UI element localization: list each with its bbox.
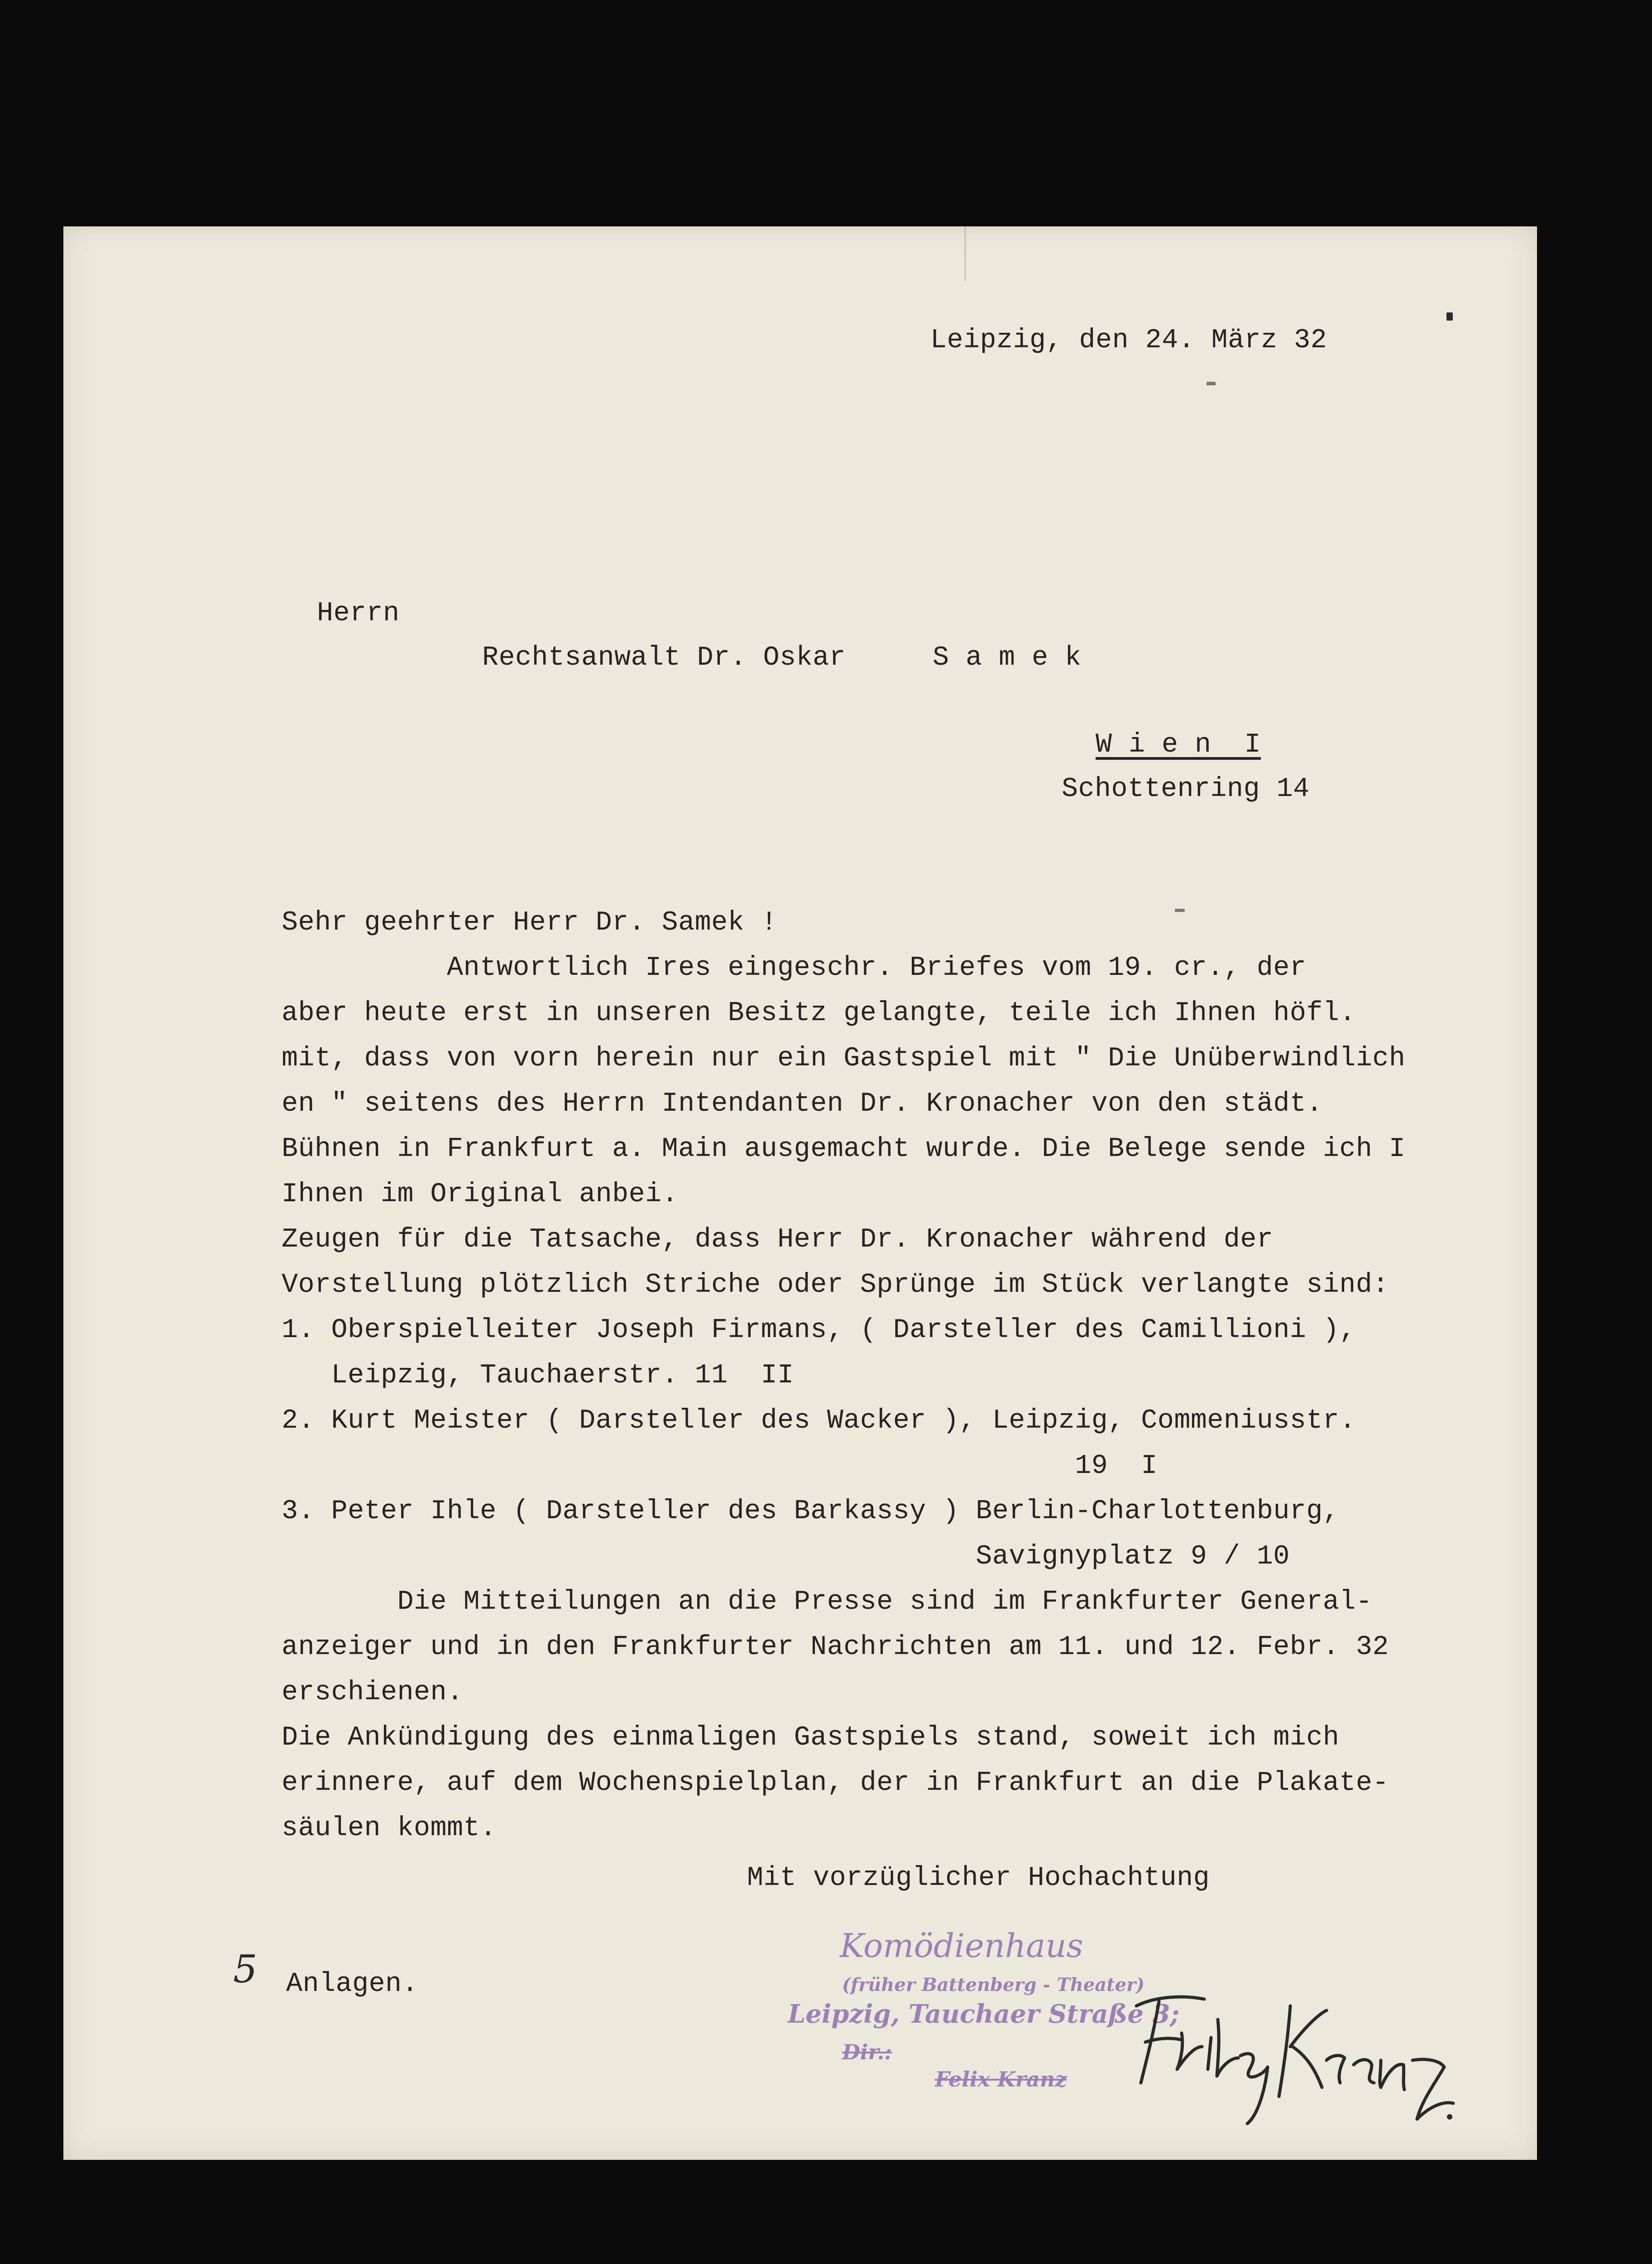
body-line: Zeugen für die Tatsache, dass Herr Dr. Kronacher während der bbox=[282, 1224, 1274, 1255]
ink-speck bbox=[1446, 312, 1453, 321]
body-line: Leipzig, Tauchaerstr. 11 II bbox=[282, 1360, 794, 1391]
closing-line: Mit vorzüglicher Hochachtung bbox=[747, 1863, 1210, 1894]
stamp-name: Felix Kranz bbox=[935, 2067, 1067, 2091]
date-line: Leipzig, den 24. März 32 bbox=[930, 325, 1327, 356]
body-line: Sehr geehrter Herr Dr. Samek ! bbox=[282, 907, 778, 938]
body-line: Antwortlich Ires eingeschr. Briefes vom 19. cr., der bbox=[282, 953, 1307, 983]
letter-body bbox=[282, 900, 1405, 1851]
body-line: mit, dass von vorn herein nur ein Gastspiel mit " Die Unüberwindlich bbox=[282, 1043, 1406, 1074]
paper-fold-mark bbox=[964, 226, 966, 281]
stamp-direction: Dir.: bbox=[842, 2040, 892, 2064]
enclosures-count: 5 bbox=[233, 1947, 258, 1991]
body-line: säulen kommt. bbox=[282, 1813, 497, 1844]
body-line: Vorstellung plötzlich Striche oder Sprünge im Stück verlangte sind: bbox=[282, 1270, 1389, 1300]
recipient-street: Schottenring 14 bbox=[1062, 774, 1310, 805]
stamp-address: Leipzig, Tauchaer Straße 3; bbox=[788, 1999, 1180, 2029]
handwritten-signature bbox=[1127, 1979, 1462, 2128]
body-line: anzeiger und in den Frankfurter Nachrichten am 11. und 12. Febr. 32 bbox=[282, 1632, 1389, 1663]
stamp-title: Komödienhaus bbox=[840, 1927, 1083, 1965]
body-line: Savignyplatz 9 / 10 bbox=[282, 1541, 1290, 1572]
body-line: 3. Peter Ihle ( Darsteller des Barkassy ) Berlin-Charlottenburg, bbox=[282, 1496, 1340, 1527]
body-line: 2. Kurt Meister ( Darsteller des Wacker ), Leipzig, Commeniusstr. bbox=[282, 1405, 1356, 1436]
stamp-subtitle: (früher Battenberg - Theater) bbox=[842, 1974, 1145, 1995]
body-line: erschienen. bbox=[282, 1677, 464, 1708]
body-line: 19 I bbox=[282, 1451, 1158, 1482]
body-line: en " seitens des Herrn Intendanten Dr. Kronacher von den städt. bbox=[282, 1089, 1323, 1119]
body-line: Die Ankündigung des einmaligen Gastspiels stand, soweit ich mich bbox=[282, 1722, 1340, 1753]
body-line: aber heute erst in unseren Besitz gelangte, teile ich Ihnen höfl. bbox=[282, 998, 1356, 1029]
body-line: 1. Oberspielleiter Joseph Firmans, ( Darsteller des Camillioni ), bbox=[282, 1315, 1356, 1346]
recipient-salutation: Herrn bbox=[317, 598, 400, 629]
ink-speck bbox=[1207, 382, 1216, 385]
recipient-name-prefix: Rechtsanwalt Dr. Oskar bbox=[482, 643, 846, 673]
body-line: Ihnen im Original anbei. bbox=[282, 1179, 679, 1210]
recipient-city: W i e n I bbox=[1096, 729, 1261, 760]
body-line: erinnere, auf dem Wochenspielplan, der in Frankfurt an die Plakate- bbox=[282, 1768, 1389, 1799]
body-line: Die Mitteilungen an die Presse sind im Frankfurter General- bbox=[282, 1587, 1373, 1617]
body-line: Bühnen in Frankfurt a. Main ausgemacht wurde. Die Belege sende ich I bbox=[282, 1134, 1406, 1165]
recipient-surname: S a m e k bbox=[933, 643, 1082, 673]
enclosures-label: Anlagen. bbox=[286, 1969, 419, 2000]
